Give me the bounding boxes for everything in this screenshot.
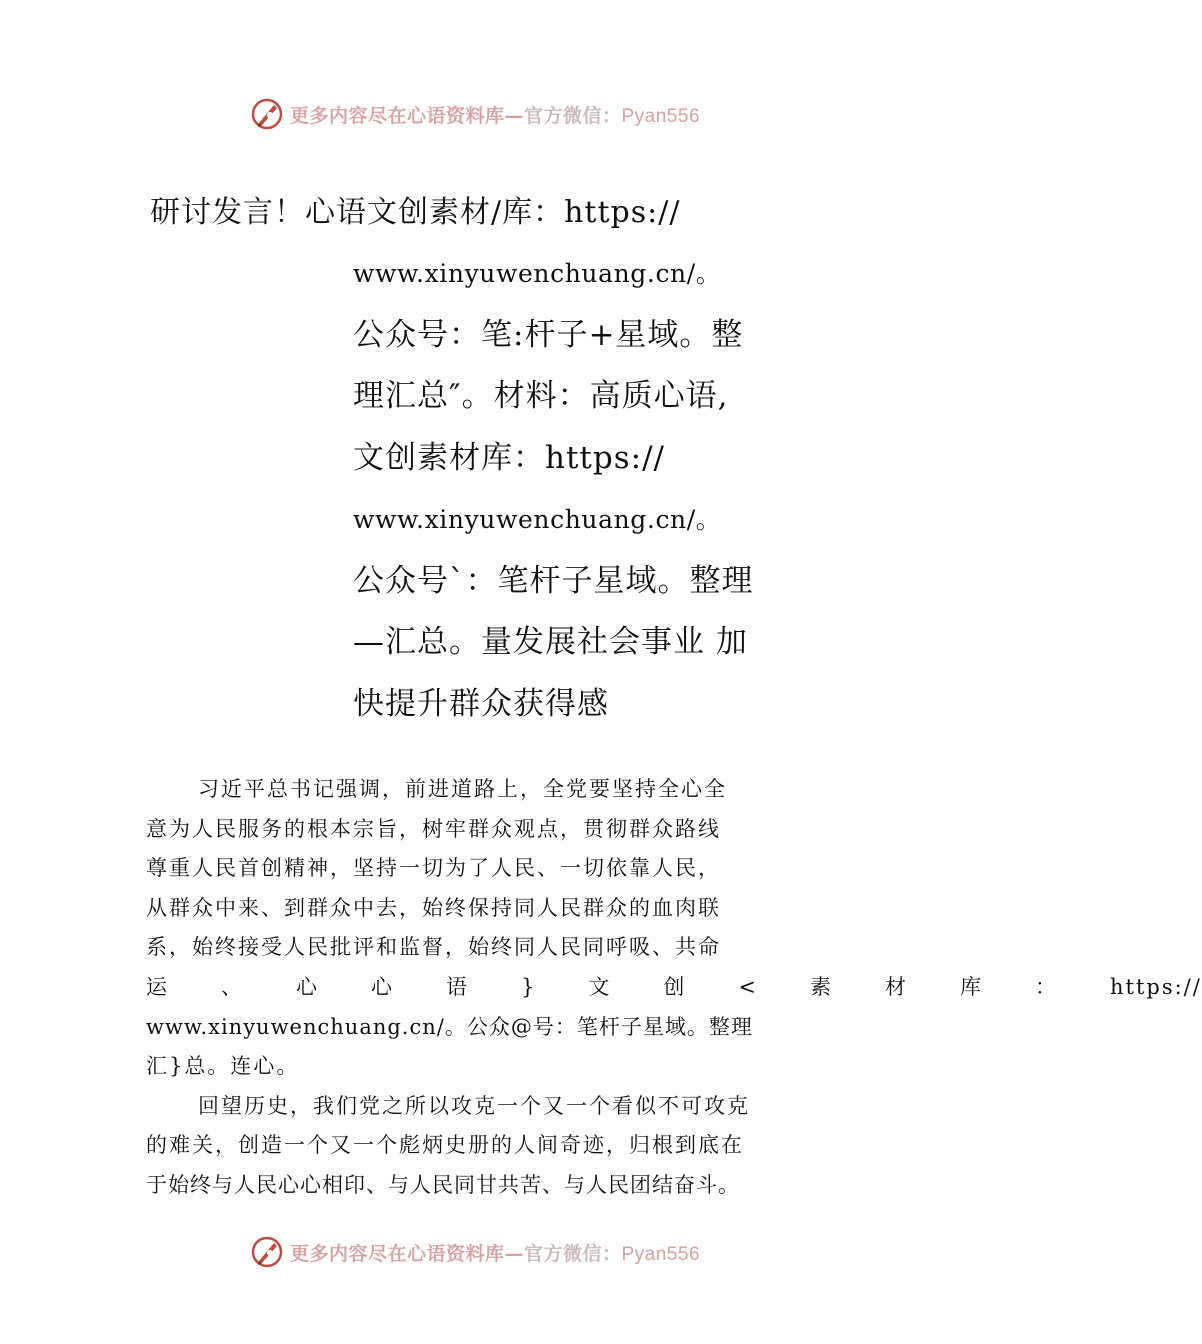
- pen-logo-icon: [250, 1235, 284, 1269]
- spaced-char: ：: [1034, 974, 1058, 999]
- spaced-char: 素: [809, 974, 833, 999]
- body-line: 的难关，创造一个又一个彪炳史册的人间奇迹，归根到底在: [146, 1133, 744, 1158]
- body-line: 汇}总。连心。: [146, 1054, 300, 1079]
- spaced-char: 心: [296, 974, 319, 999]
- spaced-char: 文: [588, 974, 612, 999]
- spaced-char: 心: [371, 974, 394, 999]
- title-line: —汇总。量发展社会事业 加: [353, 624, 748, 660]
- body-line: 习近平总书记强调，前进道路上，全党要坚持全心全: [198, 777, 727, 801]
- body-line: 尊重人民首创精神，坚持一切为了人民、一切依靠人民，: [146, 856, 721, 881]
- title-line: 公众号：笔:杆子+星域。整: [353, 316, 744, 353]
- banner-dash: —: [504, 104, 524, 127]
- title-line: 研讨发言！心语文创素材/库：https://: [150, 195, 681, 230]
- banner-main-text: 更多内容尽在心语资料库: [289, 104, 505, 127]
- body-line: 从群众中来、到群众中去，始终保持同人民群众的血肉联: [146, 895, 721, 920]
- title-line: 理汇总″。材料：高质心语,: [353, 378, 729, 414]
- banner-label: 官方微信：: [523, 104, 622, 127]
- footer-banner: [0, 1232, 950, 1272]
- spaced-char: https://: [1109, 974, 1202, 999]
- body-line: www.xinyuwenchuang.cn/。公众@号：笔杆子星域。整理: [146, 1014, 753, 1039]
- banner-text: [290, 1239, 700, 1266]
- title-line: www.xinyuwenchuang.cn/。: [353, 259, 722, 288]
- spaced-char: 运: [146, 974, 169, 999]
- spaced-char: 创: [663, 974, 687, 999]
- title-line: 文创素材库：https://: [353, 439, 665, 476]
- banner-text: [290, 101, 700, 128]
- spaced-char: 材: [884, 974, 908, 999]
- body-line-spaced: [94, 968, 1202, 1008]
- banner-wechat-id: Pyan556: [621, 1243, 701, 1265]
- banner-dash: —: [504, 1242, 524, 1265]
- body-line: 于始终与人民心心相印、与人民同甘共苦、与人民团结奋斗。: [146, 1172, 740, 1197]
- body-line: 系，始终接受人民批评和监督，始终同人民同呼吸、共命: [146, 935, 721, 960]
- spaced-char: 、: [221, 974, 244, 999]
- body-line: 回望历史，我们党之所以攻克一个又一个看似不可攻克: [198, 1093, 750, 1118]
- spaced-char: 库: [959, 974, 983, 999]
- body-line: 意为人民服务的根本宗旨，树牢群众观点，贯彻群众路线: [146, 816, 721, 841]
- header-banner: [0, 94, 950, 134]
- body-paragraph: [146, 1087, 808, 1206]
- title-line: 公众号`：笔杆子星域。整理: [353, 562, 754, 599]
- banner-main-text: 更多内容尽在心语资料库: [289, 1242, 505, 1265]
- title-continuation: [353, 243, 803, 735]
- spaced-char: 语: [446, 974, 469, 999]
- title-line: www.xinyuwenchuang.cn/。: [353, 505, 722, 534]
- spaced-char: <: [738, 974, 758, 999]
- title-line: 快提升群众获得感: [353, 685, 609, 722]
- banner-wechat-id: Pyan556: [621, 105, 701, 127]
- document-body: [146, 770, 1202, 1206]
- banner-label: 官方微信：: [523, 1242, 622, 1265]
- body-paragraph: [146, 770, 1202, 1087]
- pen-logo-icon: [250, 97, 284, 131]
- document-title: [150, 182, 830, 735]
- spaced-char: }: [521, 974, 537, 999]
